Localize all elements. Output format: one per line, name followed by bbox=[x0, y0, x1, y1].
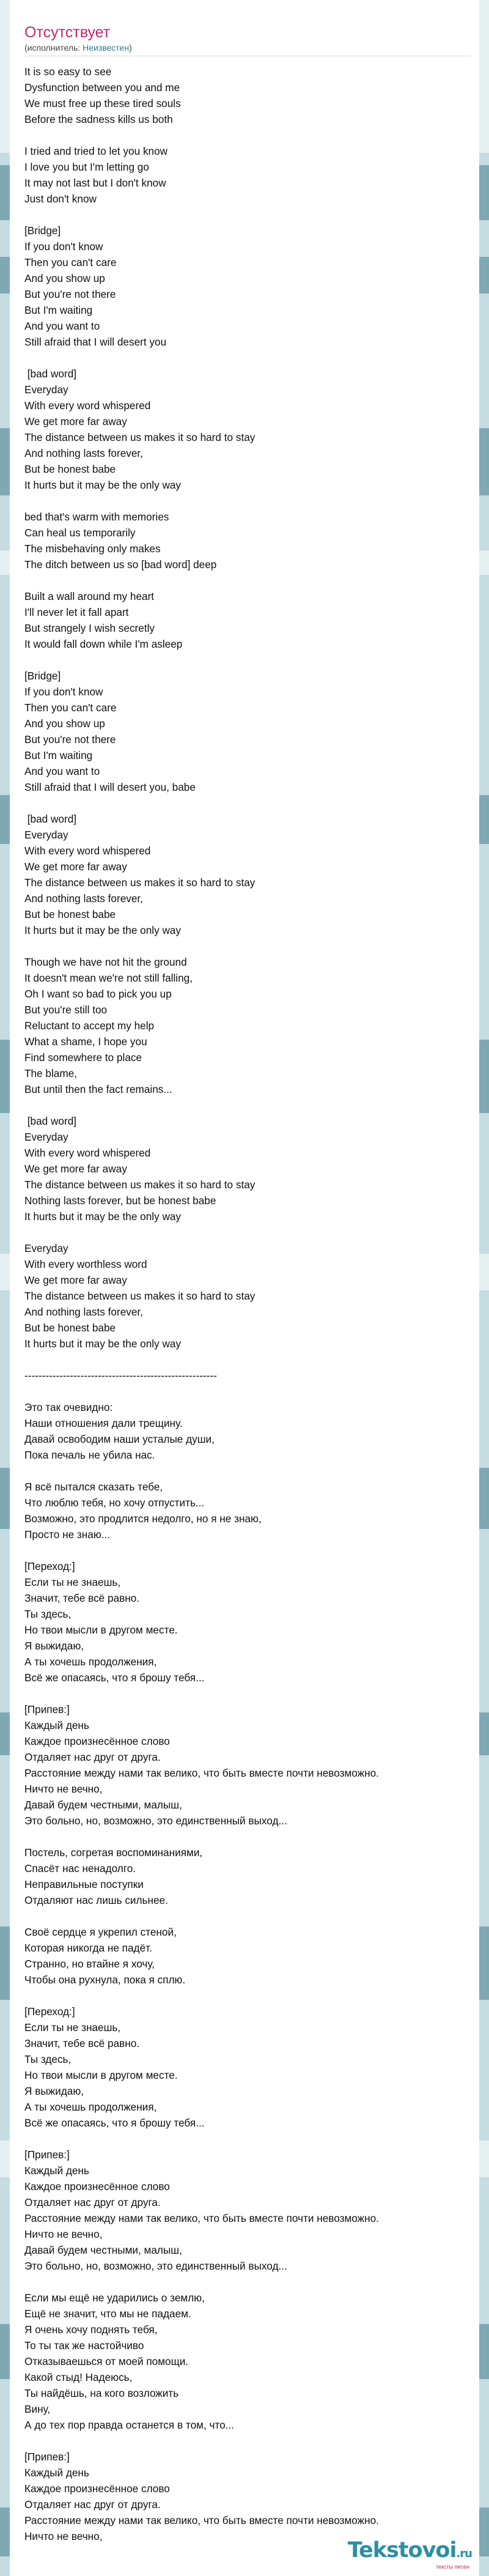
song-title: Отсутствует bbox=[24, 24, 111, 41]
lyric-line: Давай будем честными, малыш, bbox=[24, 1799, 182, 1811]
stripe-block bbox=[0, 2508, 10, 2556]
lyric-line: We must free up these tired souls bbox=[24, 97, 181, 109]
lyric-line: But be honest babe bbox=[24, 908, 116, 920]
lyric-line: Ты здесь, bbox=[24, 1608, 72, 1620]
lyric-line: With every word whispered bbox=[24, 845, 151, 857]
lyric-line: Если ты не знаешь, bbox=[24, 2021, 121, 2034]
lyric-line: Отдаляет нас друг от друга. bbox=[24, 2498, 161, 2511]
lyric-line: [bad word] bbox=[24, 1115, 77, 1127]
lyric-line: Возможно, это продлится недолго, но я не знаю, bbox=[24, 1512, 262, 1525]
stripe-block bbox=[0, 0, 10, 153]
lyric-line bbox=[24, 1383, 471, 1399]
lyric-line bbox=[24, 1908, 471, 1924]
lyric-line: Still afraid that I will desert you bbox=[24, 336, 167, 348]
lyric-line: Расстояние между нами так велико, что быть вместе почти невозможно. bbox=[24, 1767, 379, 1779]
lyric-line: Если мы ещё не ударились о землю, bbox=[24, 2292, 205, 2304]
lyric-line: Расстояние между нами так велико, что быть вместе почти невозможно. bbox=[24, 2514, 379, 2526]
stripe-block bbox=[0, 257, 10, 294]
lyric-line: Just don't know bbox=[24, 193, 97, 205]
lyric-line: Странно, но втайне я хочу, bbox=[24, 1958, 155, 1970]
lyric-line: Спасёт нас ненадолго. bbox=[24, 1862, 136, 1875]
lyric-line: Это больно, но, возможно, это единственный выход... bbox=[24, 2260, 287, 2272]
lyric-line: With every worthless word bbox=[24, 1258, 147, 1270]
lyric-line: Everyday bbox=[24, 1131, 68, 1143]
lyric-line: Ничто не вечно, bbox=[24, 1783, 103, 1795]
lyric-line: Просто не знаю... bbox=[24, 1528, 111, 1541]
lyric-line: It doesn't mean we're not still falling, bbox=[24, 972, 193, 984]
lyric-line: With every word whispered bbox=[24, 399, 151, 412]
lyric-line: Давай освободим наши усталые души, bbox=[24, 1433, 215, 1445]
stripe-block bbox=[0, 1712, 10, 1755]
lyric-line: Built a wall around my heart bbox=[24, 590, 155, 602]
lyric-line: [Bridge] bbox=[24, 224, 61, 237]
lyric-line: Но твои мысли в другом месте. bbox=[24, 1624, 178, 1636]
lyric-line: It is so easy to see bbox=[24, 65, 112, 78]
lyric-line: We get more far away bbox=[24, 1274, 127, 1286]
lyric-line: Отдаляет нас друг от друга. bbox=[24, 2196, 161, 2208]
lyric-line: Then you can't care bbox=[24, 256, 117, 268]
lyric-line bbox=[24, 795, 471, 811]
lyric-line: But be honest babe bbox=[24, 1322, 116, 1334]
lyric-line: [Переход:] bbox=[24, 1560, 75, 1572]
lyric-line: А ты хочешь продолжения, bbox=[24, 2101, 157, 2113]
lyric-line bbox=[24, 1988, 471, 2004]
lyric-line: Can heal us temporarily bbox=[24, 527, 136, 539]
lyric-line: Постель, согретая воспоминаниями, bbox=[24, 1846, 203, 1859]
lyric-line: Dysfunction between you and me bbox=[24, 81, 180, 94]
stripe-block bbox=[479, 1712, 489, 1755]
lyric-line: Вину, bbox=[24, 2403, 51, 2415]
lyric-line bbox=[24, 1097, 471, 1113]
lyric-line: We get more far away bbox=[24, 415, 127, 427]
lyric-line: It may not last but I don't know bbox=[24, 177, 166, 189]
lyric-line bbox=[24, 207, 471, 223]
lyric-line: Я всё пытался сказать тебе, bbox=[24, 1481, 163, 1493]
lyric-line: The distance between us makes it so hard to stay bbox=[24, 431, 256, 443]
lyric-line: But I'm waiting bbox=[24, 749, 93, 761]
lyric-line bbox=[24, 938, 471, 954]
lyric-line: А до тех пор правда останется в том, что... bbox=[24, 2419, 235, 2431]
lyric-line: ------------------------------------------------------- bbox=[24, 1369, 217, 1382]
lyric-line: And nothing lasts forever, bbox=[24, 447, 143, 459]
lyric-line: Своё сердце я укрепил стеной, bbox=[24, 1926, 177, 1938]
lyric-line: Какой стыд! Надеюсь, bbox=[24, 2371, 133, 2383]
lyric-line: Then you can't care bbox=[24, 701, 117, 714]
logo-tagline: тексты песен bbox=[435, 2564, 469, 2570]
lyric-line: [Припев:] bbox=[24, 1703, 70, 1715]
lyric-line: Но твои мысли в другом месте. bbox=[24, 2069, 178, 2081]
lyric-line: The distance between us makes it so hard to stay bbox=[24, 1179, 256, 1191]
lyric-line: Каждый день bbox=[24, 1719, 89, 1731]
lyric-line: It hurts but it may be the only way bbox=[24, 1210, 182, 1223]
lyric-line: Ещё не значит, что мы не падаем. bbox=[24, 2308, 191, 2320]
lyric-line: And you want to bbox=[24, 765, 100, 777]
lyric-line bbox=[24, 1463, 471, 1479]
lyric-line: We get more far away bbox=[24, 861, 127, 873]
lyric-line: Ничто не вечно, bbox=[24, 2530, 103, 2542]
lyric-line: It hurts but it may be the only way bbox=[24, 1338, 182, 1350]
lyric-line: [Припев:] bbox=[24, 2149, 70, 2161]
stripe-block bbox=[479, 2141, 489, 2177]
lyric-line: Отказываешься от моей помощи. bbox=[24, 2355, 189, 2367]
lyric-line: And nothing lasts forever, bbox=[24, 892, 143, 905]
lyric-line: The distance between us makes it so hard to stay bbox=[24, 876, 256, 889]
lyric-line: Пока печаль не убила нас. bbox=[24, 1449, 155, 1461]
lyric-line: But I'm waiting bbox=[24, 304, 93, 316]
lyric-line: Still afraid that I will desert you, babe bbox=[24, 781, 196, 793]
lyric-line: But you're still too bbox=[24, 1004, 108, 1016]
logo-suffix: .ru bbox=[456, 2547, 472, 2560]
lyric-line: Это больно, но, возможно, это единственный выход... bbox=[24, 1815, 287, 1827]
lyric-line: Значит, тебе всё равно. bbox=[24, 2037, 140, 2049]
lyric-line: If you don't know bbox=[24, 240, 103, 253]
lyric-line: Отдаляет нас друг от друга. bbox=[24, 1751, 161, 1763]
stripe-block bbox=[0, 1254, 10, 1290]
stripe-block bbox=[479, 795, 489, 844]
lyric-line: Я очень хочу поднять тебя, bbox=[24, 2323, 158, 2336]
lyric-line: То ты так же настойчиво bbox=[24, 2339, 144, 2352]
lyric-line bbox=[24, 572, 471, 588]
lyric-line: Которая никогда не падёт. bbox=[24, 1942, 152, 1954]
performer-link[interactable]: Неизвестен bbox=[83, 43, 130, 53]
lyric-line: Everyday bbox=[24, 383, 68, 396]
lyric-line: [Переход:] bbox=[24, 2005, 75, 2018]
lyric-line: Неправильные поступки bbox=[24, 1878, 144, 1890]
stripe-block bbox=[0, 795, 10, 844]
lyric-line bbox=[24, 350, 471, 366]
lyric-line: Это так очевидно: bbox=[24, 1401, 113, 1413]
lyric-line: With every word whispered bbox=[24, 1147, 151, 1159]
lyric-line: Что люблю тебя, но хочу отпустить... bbox=[24, 1497, 205, 1509]
stripe-block bbox=[479, 165, 489, 220]
lyric-line: And you show up bbox=[24, 272, 105, 284]
stripe-block bbox=[479, 1468, 489, 1529]
stripe-block bbox=[0, 1468, 10, 1529]
lyric-line bbox=[24, 652, 471, 668]
lyric-line: Наши отношения дали трещину. bbox=[24, 1417, 183, 1429]
lyric-line: Ты здесь, bbox=[24, 2053, 72, 2065]
lyric-line: Find somewhere to place bbox=[24, 1051, 142, 1064]
lyric-line: Всё же опасаясь, что я брошу тебя... bbox=[24, 2117, 205, 2129]
lyric-line: And you show up bbox=[24, 717, 105, 730]
lyric-line: [Припев:] bbox=[24, 2451, 70, 2463]
lyric-line: Nothing lasts forever, but be honest babe bbox=[24, 1194, 216, 1207]
lyric-line: And nothing lasts forever, bbox=[24, 1306, 143, 1318]
lyric-line bbox=[24, 1352, 471, 1368]
performer-line bbox=[24, 42, 471, 53]
lyric-line: Oh I want so bad to pick you up bbox=[24, 988, 172, 1000]
performer-suffix: ) bbox=[129, 43, 132, 53]
stripe-block bbox=[479, 428, 489, 495]
lyric-line: Значит, тебе всё равно. bbox=[24, 1592, 140, 1604]
stripe-block bbox=[0, 2324, 10, 2379]
lyric-line: Каждое произнесённое слово bbox=[24, 2482, 170, 2495]
lyric-line: [bad word] bbox=[24, 813, 77, 825]
lyric-line bbox=[24, 127, 471, 143]
stripe-block bbox=[479, 2508, 489, 2556]
stripe-block bbox=[0, 165, 10, 220]
lyric-line: The blame, bbox=[24, 1067, 77, 1079]
stripe-block bbox=[0, 428, 10, 495]
lyric-line: Давай будем честными, малыш, bbox=[24, 2244, 182, 2256]
stripe-block bbox=[0, 1926, 10, 2000]
site-logo[interactable] bbox=[348, 2538, 472, 2570]
lyric-line: It hurts but it may be the only way bbox=[24, 924, 182, 936]
lyric-line: Ты найдёшь, на кого возложить bbox=[24, 2387, 179, 2399]
lyric-line bbox=[24, 1686, 471, 1701]
lyric-line: [Bridge] bbox=[24, 670, 61, 682]
lyric-line: If you don't know bbox=[24, 686, 103, 698]
lyric-line: But be honest babe bbox=[24, 463, 116, 475]
stripe-block bbox=[0, 2141, 10, 2177]
lyric-line: We get more far away bbox=[24, 1163, 127, 1175]
lyric-line bbox=[24, 1829, 471, 1845]
lyric-line: А ты хочешь продолжения, bbox=[24, 1656, 157, 1668]
lyric-line bbox=[24, 2433, 471, 2449]
stripe-block bbox=[479, 257, 489, 294]
lyric-line: Каждый день bbox=[24, 2164, 89, 2177]
lyric-line: Расстояние между нами так велико, что быть вместе почти невозможно. bbox=[24, 2212, 379, 2224]
lyric-line: The ditch between us so [bad word] deep bbox=[24, 558, 217, 571]
lyric-line: Я выжидаю, bbox=[24, 1640, 84, 1652]
stripe-block bbox=[0, 550, 10, 575]
logo-name: Tekstovoi bbox=[347, 2538, 457, 2563]
lyric-line: Reluctant to accept my help bbox=[24, 1020, 155, 1032]
lyric-line: I'll never let it fall apart bbox=[24, 606, 129, 618]
lyric-line: Чтобы она рухнула, пока я сплю. bbox=[24, 1974, 186, 1986]
lyric-line: Отдаляют нас лишь сильнее. bbox=[24, 1894, 168, 1906]
lyric-line: But strangely I wish secretly bbox=[24, 622, 155, 634]
lyric-line: Everyday bbox=[24, 1242, 68, 1254]
logo-wordmark bbox=[348, 2538, 472, 2566]
lyric-line: Before the sadness kills us both bbox=[24, 113, 173, 125]
performer-prefix: (исполнитель: bbox=[24, 43, 83, 53]
lyric-line: Everyday bbox=[24, 829, 68, 841]
lyric-line: Ничто не вечно, bbox=[24, 2228, 103, 2240]
stripe-block bbox=[479, 1254, 489, 1290]
lyric-line: Though we have not hit the ground bbox=[24, 956, 187, 968]
lyric-line: Всё же опасаясь, что я брошу тебя... bbox=[24, 1671, 205, 1684]
lyric-line: [bad word] bbox=[24, 368, 77, 380]
lyric-line: Каждый день bbox=[24, 2467, 89, 2479]
lyric-line bbox=[24, 1542, 471, 1558]
stripe-block bbox=[479, 550, 489, 575]
lyric-line: Если ты не знаешь, bbox=[24, 1576, 121, 1588]
lyric-line: It hurts but it may be the only way bbox=[24, 479, 182, 491]
lyric-line: And you want to bbox=[24, 320, 100, 332]
lyric-line: It would fall down while I'm asleep bbox=[24, 638, 183, 650]
lyric-line: The misbehaving only makes bbox=[24, 542, 161, 555]
lyric-line: Я выжидаю, bbox=[24, 2085, 84, 2097]
stripe-block bbox=[479, 1926, 489, 2000]
lyric-line: Каждое произнесённое слово bbox=[24, 2180, 170, 2193]
lyric-line: The distance between us makes it so hard to stay bbox=[24, 1290, 256, 1302]
lyric-line bbox=[24, 493, 471, 509]
lyric-line bbox=[24, 2274, 471, 2290]
lyric-line: But until then the fact remains... bbox=[24, 1083, 172, 1095]
stripe-block bbox=[479, 0, 489, 153]
lyric-line: I love you but I'm letting go bbox=[24, 161, 149, 173]
stripe-block bbox=[0, 1040, 10, 1113]
song-content bbox=[24, 23, 471, 2544]
stripe-block bbox=[479, 2324, 489, 2379]
lyric-line: But you're not there bbox=[24, 288, 116, 300]
lyric-line bbox=[24, 1224, 471, 1240]
lyric-line: I tried and tried to let you know bbox=[24, 145, 168, 157]
lyrics-text bbox=[24, 64, 471, 2544]
lyric-line: What a shame, I hope you bbox=[24, 1035, 147, 1048]
lyric-line bbox=[24, 2131, 471, 2147]
lyric-line: Каждое произнесённое слово bbox=[24, 1735, 170, 1747]
stripe-block bbox=[479, 1040, 489, 1113]
lyric-line: But you're not there bbox=[24, 733, 116, 746]
lyric-line: bed that's warm with memories bbox=[24, 511, 169, 523]
